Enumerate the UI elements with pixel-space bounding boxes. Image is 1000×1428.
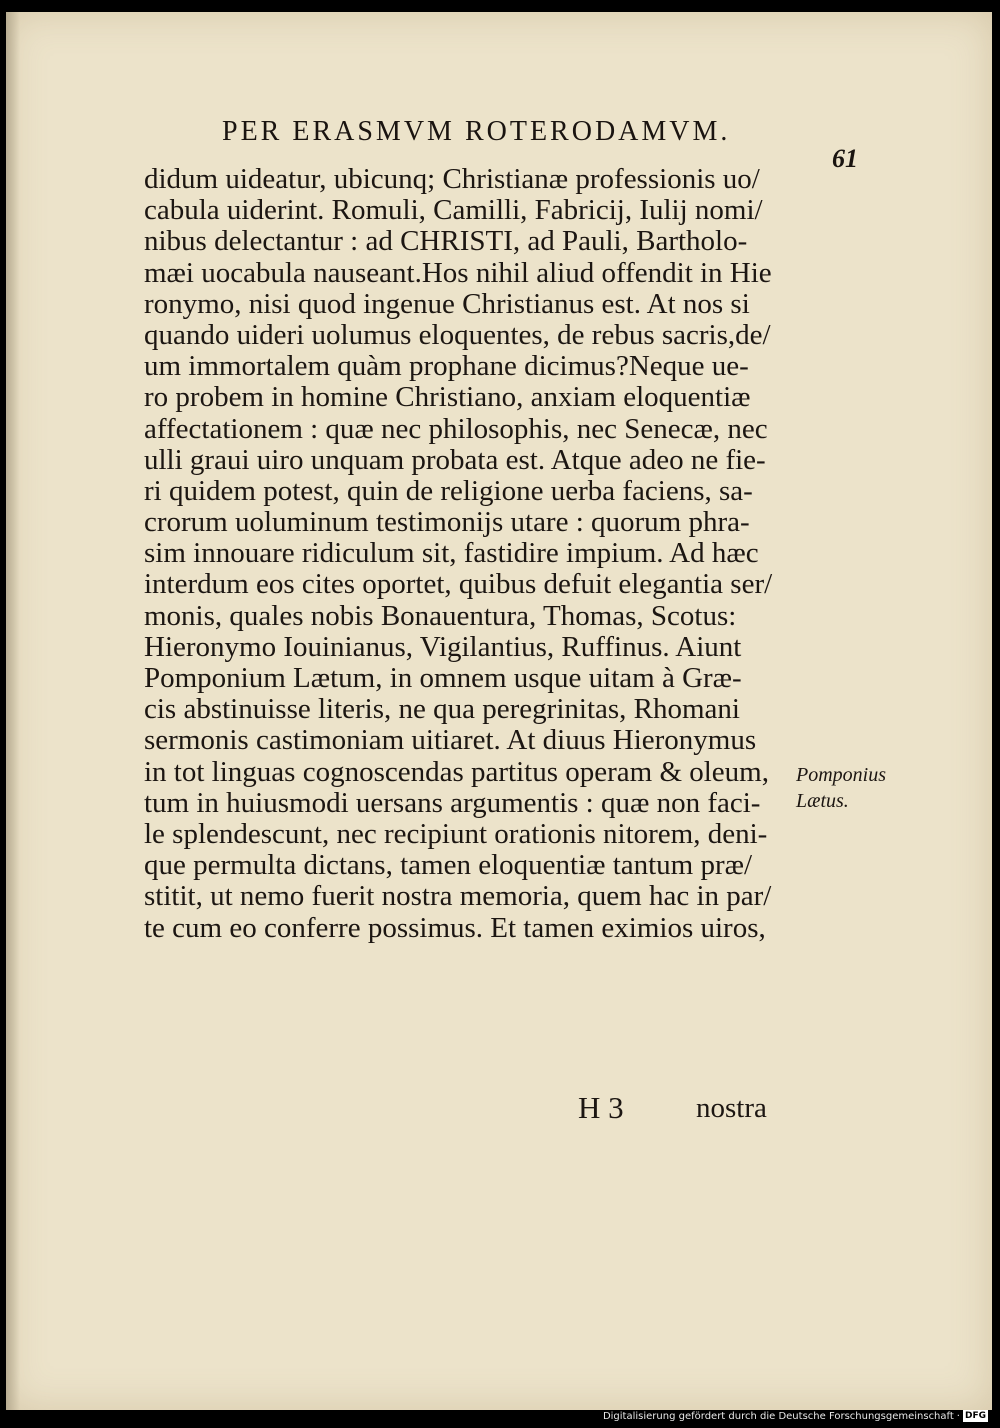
text-line: interdum eos cites oportet, quibus defuit elegantia ser/ — [144, 569, 773, 601]
dfg-logo-icon: DFG — [964, 1411, 986, 1421]
signature-mark: H 3 — [578, 1090, 624, 1125]
text-line: monis, quales nobis Bonauentura, Thomas, Scotus: — [144, 600, 737, 632]
text-line: nibus delectantur : ad CHRISTI, ad Pauli, Bartholo- — [144, 226, 748, 258]
text-line: cabula uiderint. Romuli, Camilli, Fabricij, Iulij nomi/ — [144, 195, 763, 227]
text-line: um immortalem quàm prophane dicimus?Neque ue- — [144, 351, 749, 383]
text-line: ulli graui uiro unquam probata est. Atque adeo ne fie- — [144, 444, 766, 476]
book-page — [6, 12, 992, 1410]
catchword: nostra — [696, 1092, 767, 1124]
text-line: ronymo, nisi quod ingenue Christianus est. At nos si — [144, 288, 750, 320]
text-line: didum uideatur, ubicunq; Christianæ professionis uo/ — [144, 164, 760, 195]
text-line: te cum eo conferre possimus. Et tamen eximios uiros, — [144, 912, 766, 944]
running-header: PER ERASMVM ROTERODAMVM. — [222, 116, 731, 147]
text-line: affectationem : quæ nec philosophis, nec Senecæ, nec — [144, 413, 768, 445]
text-line: mæi uocabula nauseant.Hos nihil aliud offendit in Hie — [144, 257, 772, 289]
text-line: crorum uoluminum testimonijs utare : quorum phra- — [144, 507, 750, 539]
marginal-note — [796, 762, 886, 814]
text-line: quando uideri uolumus eloquentes, de rebus sacris,de/ — [144, 319, 771, 351]
text-line: ri quidem potest, quin de religione uerba faciens, sa- — [144, 475, 753, 507]
folio-number: 61 — [832, 144, 858, 173]
text-line: sermonis castimoniam uitiaret. At diuus Hieronymus — [144, 725, 757, 757]
text-line: in tot linguas cognoscendas partitus operam & oleum, — [144, 756, 769, 788]
footer-separator: · — [956, 1410, 960, 1422]
body-text — [144, 164, 834, 944]
text-line: tum in huiusmodi uersans argumentis : quæ non faci- — [144, 787, 761, 819]
marginal-note-line: Pomponius — [796, 764, 886, 786]
text-line: que permulta dictans, tamen eloquentiæ tantum præ/ — [144, 850, 753, 882]
text-line: sim innouare ridiculum sit, fastidire impium. Ad hæc — [144, 538, 759, 570]
footer-text: Digitalisierung gefördert durch die Deutsche Forschungsgemeinschaft — [602, 1410, 954, 1422]
text-line: ro probem in homine Christiano, anxiam eloquentiæ — [144, 382, 751, 414]
text-line: stitit, ut nemo fuerit nostra memoria, quem hac in par/ — [144, 881, 772, 913]
footer-credit — [603, 1410, 988, 1422]
text-line: le splendescunt, nec recipiunt orationis nitorem, deni- — [144, 818, 768, 850]
marginal-note-line: Lætus. — [796, 790, 849, 812]
text-line: cis abstinuisse literis, ne qua peregrinitas, Rhomani — [144, 694, 740, 726]
text-line: Hieronymo Iouinianus, Vigilantius, Ruffinus. Aiunt — [144, 631, 742, 663]
text-line: Pomponium Lætum, in omnem usque uitam à Græ- — [144, 663, 742, 694]
